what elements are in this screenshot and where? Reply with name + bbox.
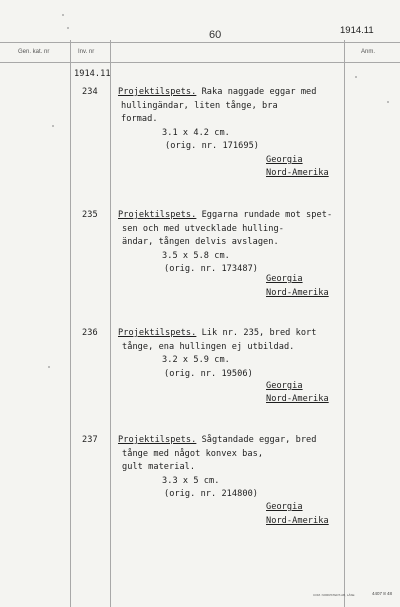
entry-line: formad. [121, 114, 158, 125]
entry-line: 3.1 x 4.2 cm. [162, 127, 230, 138]
place-region: Nord-Amerika [266, 168, 329, 178]
entry-line [118, 209, 332, 223]
place-state: Georgia [266, 381, 303, 391]
entry-title: Projektilspets. [118, 328, 197, 338]
entry-line-text: Lik nr. 235, bred kort [196, 328, 317, 338]
page-number: 60 [209, 29, 222, 41]
entry-title: Projektilspets. [118, 210, 197, 220]
inv-number-236: 236 [82, 328, 98, 338]
entry-line [118, 434, 317, 448]
column-header-gen-kat: Gen. kat. nr [18, 49, 50, 55]
paper-speck [62, 14, 64, 16]
entry-title: Projektilspets. [118, 435, 197, 445]
entry-title: Projektilspets. [118, 87, 197, 97]
entry-line: gult material. [122, 462, 196, 473]
entry-line: 3.5 x 5.8 cm. [162, 250, 230, 261]
place-region: Nord-Amerika [266, 394, 329, 404]
place-state: Georgia [266, 155, 303, 165]
column-header-inv: Inv. nr [78, 49, 95, 55]
paper-speck [355, 76, 357, 78]
inv-number-237: 237 [82, 435, 98, 445]
place-state: Georgia [266, 502, 303, 512]
place-region: Nord-Amerika [266, 288, 329, 298]
entry-line: (orig. nr. 171695) [165, 141, 260, 152]
header-bottom-rule [0, 62, 400, 63]
column-divider-1 [70, 40, 71, 607]
entry-line [118, 86, 317, 100]
column-divider-2 [110, 40, 111, 607]
entry-line: (orig. nr. 173487) [164, 264, 259, 275]
entry-line: (orig. nr. 19506) [164, 368, 253, 379]
place-region: Nord-Amerika [266, 516, 329, 526]
column-header-anm: Anm. [361, 49, 376, 55]
entry-235 [118, 209, 332, 277]
entry-line: tånge med något konvex bas, [122, 448, 264, 459]
entry-line-text: Sågtandade eggar, bred [196, 435, 317, 445]
column-divider-3 [344, 40, 345, 607]
entry-line [118, 327, 317, 341]
corner-date: 1914.11 [340, 25, 374, 36]
entry-237 [118, 434, 317, 502]
entry-line: 3.2 x 5.9 cm. [162, 355, 230, 366]
entry-234 [118, 86, 317, 154]
entry-line: tånge, ena hullingen ej utbildad. [122, 341, 295, 352]
inv-number-235: 235 [82, 210, 98, 220]
entry-line: ändar, tången delvis avslagen. [122, 237, 279, 248]
place-state: Georgia [266, 274, 303, 284]
printer-mark: COM. NORRSTEDT-AB, LÅSE [313, 593, 355, 597]
entry-line-text: Raka naggade eggar med [196, 87, 317, 97]
paper-speck [387, 101, 389, 103]
entry-line: 3.3 x 5 cm. [162, 475, 220, 486]
group-date: 1914.11 [74, 69, 111, 79]
paper-speck [48, 366, 50, 368]
header-top-rule [0, 42, 400, 43]
entry-236 [118, 327, 317, 381]
entry-line: (orig. nr. 214800) [164, 489, 259, 500]
paper-speck [52, 125, 54, 127]
entry-line: hullingändar, liten tånge, bra [121, 100, 278, 111]
paper-speck [67, 27, 69, 29]
form-code: 4407 8 48 [372, 591, 393, 596]
inv-number-234: 234 [82, 87, 98, 97]
entry-line-text: Eggarna rundade mot spet- [196, 210, 333, 220]
entry-line: sen och med utvecklade hulling- [122, 223, 284, 234]
